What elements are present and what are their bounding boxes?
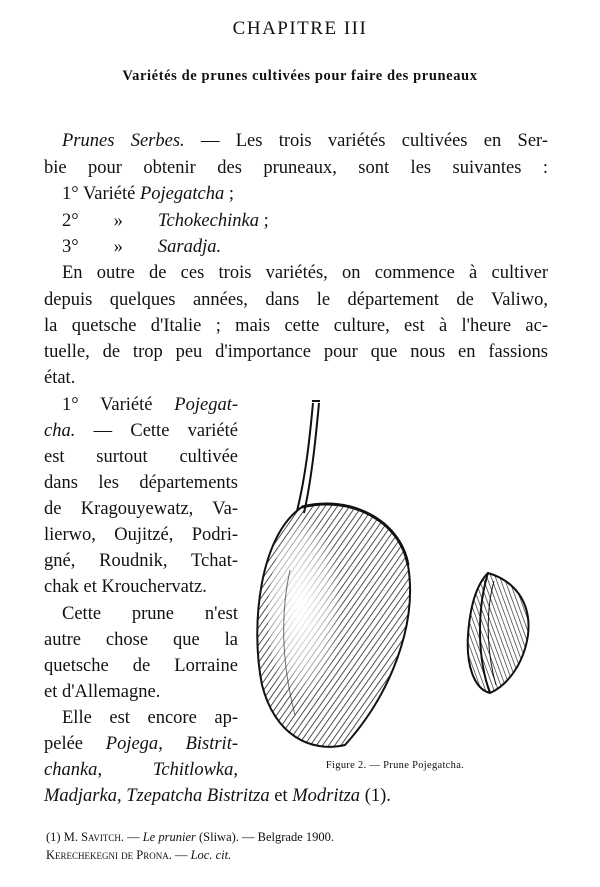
text-line: lierwo, Oujitzé, Podri- — [44, 525, 238, 545]
plum-illustration — [250, 395, 550, 755]
variety-prefix: » — [113, 237, 123, 257]
text-span: , — [158, 734, 186, 754]
variety-number: 1° — [62, 184, 79, 204]
variety-item — [62, 236, 221, 258]
text-line — [62, 130, 548, 152]
footnote-text: Kerechekegni de Prona. — — [46, 848, 191, 862]
text-line: depuis quelques années, dans le département de Valiwo, — [44, 290, 548, 310]
variety-name: Saradja. — [157, 237, 222, 257]
text-line: gné, Roudnik, Tchat- — [44, 551, 238, 571]
variety-prefix: » — [113, 211, 123, 231]
figure-caption: Figure 2. — Prune Pojegatcha. — [325, 760, 465, 771]
text-span: , — [116, 786, 127, 806]
footnote-title: Loc. cit. — [190, 848, 232, 862]
text-line: chak et Krouchervatz. — [44, 577, 207, 597]
plum-stem — [297, 401, 320, 513]
variety-item — [62, 210, 269, 232]
italic-name: Tzepatcha Bistritza — [126, 786, 270, 806]
footnote-text: (1) M. Savitch. — — [46, 830, 143, 844]
text-span: et — [269, 786, 293, 806]
plum-stone — [468, 573, 529, 693]
italic-variety: Pojegat- — [174, 395, 238, 415]
text-span: pelée — [44, 734, 106, 754]
text-line: tuelle, de trop peu d'importance pour que nous en fassions — [44, 342, 548, 362]
chapter-heading: CHAPITRE III — [232, 18, 368, 39]
text-line: bie pour obtenir des pruneaux, sont les suivantes : — [44, 158, 548, 178]
italic-name: Pojega — [105, 734, 159, 754]
italic-name: Modritza — [292, 786, 361, 806]
text-span: (1). — [360, 786, 391, 806]
text-line: autre chose que la — [44, 630, 238, 650]
variety-name: Pojegatcha — [139, 184, 225, 204]
footnote-title: Le prunier — [142, 830, 196, 844]
variety-end: ; — [258, 211, 269, 231]
footnote — [46, 848, 231, 863]
footnote — [46, 830, 334, 845]
variety-end: ; — [224, 184, 234, 204]
text-span: 1° Variété — [62, 395, 175, 415]
variety-prefix: Variété — [82, 184, 136, 204]
italic-name: Bistrit- — [185, 734, 238, 754]
text-line: état. — [44, 368, 76, 388]
italic-name: Madjarka — [44, 786, 117, 806]
text-line — [44, 785, 391, 807]
section-subtitle: Variétés de prunes cultivées pour faire des pruneaux — [122, 68, 478, 84]
variety-name: Tchokechinka — [157, 211, 259, 231]
text-line: dans les départements — [44, 473, 238, 493]
italic-variety: cha. — [44, 421, 76, 441]
text-line — [44, 759, 238, 781]
variety-item — [62, 183, 234, 205]
text-span: , — [233, 760, 238, 780]
text-line: la quetsche d'Italie ; mais cette culture, est à l'heure ac- — [44, 316, 548, 336]
variety-number: 2° — [62, 211, 79, 231]
text-span: — Cette variété — [75, 421, 238, 441]
text-line — [44, 733, 238, 755]
text-line: et d'Allemagne. — [44, 682, 161, 702]
footnote-text: (Sliwa). — Belgrade 1900. — [195, 830, 335, 844]
text-line: est surtout cultivée — [44, 447, 238, 467]
text-line: de Kragouyewatz, Va- — [44, 499, 238, 519]
text-span: — Les trois variétés cultivées en Ser- — [184, 131, 548, 151]
italic-name: Tchitlowka — [152, 760, 234, 780]
text-span: , — [97, 760, 153, 780]
text-line: Elle est encore ap- — [62, 708, 238, 728]
text-line: En outre de ces trois variétés, on commence à cultiver — [62, 263, 548, 283]
text-line: Cette prune n'est — [62, 604, 238, 624]
plum-fruit — [257, 504, 410, 747]
text-line — [62, 394, 238, 416]
text-line — [44, 420, 238, 442]
variety-number: 3° — [62, 237, 79, 257]
italic-lead: Prunes Serbes. — [62, 131, 185, 151]
text-line: quetsche de Lorraine — [44, 656, 238, 676]
italic-name: chanka — [44, 760, 98, 780]
